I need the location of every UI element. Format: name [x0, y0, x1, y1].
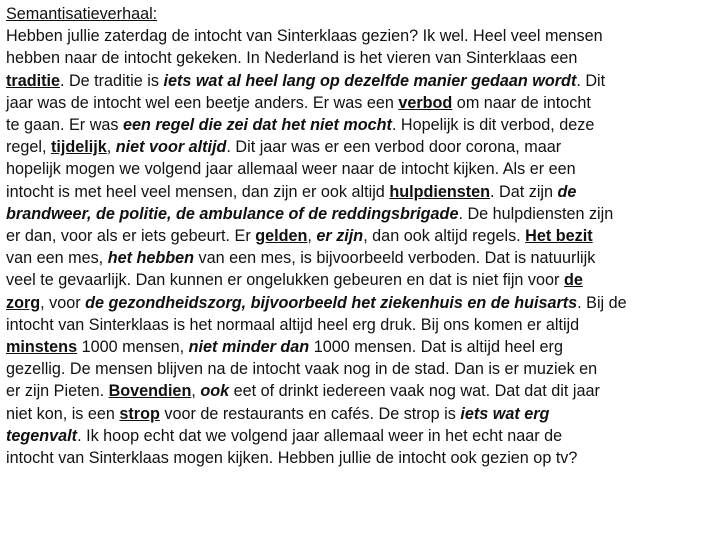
- text-line: [6, 92, 716, 114]
- key-term: hulpdiensten: [389, 182, 491, 201]
- text-line: [6, 158, 716, 180]
- text-segment: er zijn Pieten.: [6, 382, 109, 401]
- document-body: [6, 3, 716, 469]
- term-definition: iets wat erg: [460, 404, 550, 423]
- term-definition: er zijn: [316, 227, 364, 246]
- text-segment: regel,: [6, 138, 51, 157]
- story-text: [6, 25, 716, 469]
- text-line: [6, 380, 716, 402]
- term-definition: niet minder dan: [188, 338, 310, 357]
- text-segment: ,: [106, 138, 116, 157]
- text-segment: veel te gevaarlijk. Dan kunnen er ongelukken gebeuren en dat is niet fijn voor: [6, 271, 564, 290]
- key-term: gelden: [255, 227, 308, 246]
- key-term: de: [563, 271, 583, 290]
- key-term: traditie: [6, 71, 60, 90]
- text-line: [6, 47, 716, 69]
- text-segment: Hebben jullie zaterdag de intocht van Sinterklaas gezien? Ik wel. Heel veel mensen: [6, 27, 603, 46]
- text-line: [6, 203, 716, 225]
- text-line: [6, 181, 716, 203]
- text-segment: om naar de intocht: [452, 93, 591, 112]
- key-term: verbod: [398, 93, 453, 112]
- text-line: [6, 25, 716, 47]
- text-segment: . Hopelijk is dit verbod, deze: [391, 116, 595, 135]
- text-segment: ,: [191, 382, 201, 401]
- text-segment: , dan ook altijd regels.: [363, 227, 526, 246]
- text-segment: . Bij de: [577, 293, 627, 312]
- text-line: [6, 425, 716, 447]
- text-line: [6, 358, 716, 380]
- term-definition: ook: [200, 382, 230, 401]
- text-segment: hopelijk mogen we volgend jaar allemaal weer naar de intocht kijken. Als er een: [6, 160, 576, 179]
- term-definition: brandweer, de politie, de ambulance of de reddingsbrigade: [6, 204, 459, 223]
- text-segment: , voor: [40, 293, 86, 312]
- text-segment: . Dit: [576, 71, 606, 90]
- term-definition: een regel die zei dat het niet mocht: [122, 116, 392, 135]
- text-segment: van een mes,: [6, 249, 108, 268]
- text-segment: . De traditie is: [59, 71, 164, 90]
- text-segment: eet of drinkt iedereen vaak nog wat. Dat dat dit jaar: [229, 382, 600, 401]
- text-segment: intocht is met heel veel mensen, dan zijn er ook altijd: [6, 182, 390, 201]
- text-segment: van een mes, is bijvoorbeeld verboden. Dat is natuurlijk: [194, 249, 596, 268]
- text-segment: . Dit jaar was er een verbod door corona, maar: [226, 138, 562, 157]
- text-segment: jaar was de intocht wel een beetje anders. Er was een: [6, 93, 399, 112]
- text-line: [6, 336, 716, 358]
- term-definition: de: [557, 182, 577, 201]
- text-line: [6, 403, 716, 425]
- text-segment: voor de restaurants en cafés. De strop is: [159, 404, 461, 423]
- key-term: tijdelijk: [51, 138, 107, 157]
- text-segment: er dan, voor als er iets gebeurt. Er: [6, 227, 256, 246]
- key-term: zorg: [6, 293, 41, 312]
- term-definition: niet voor altijd: [115, 138, 227, 157]
- text-segment: te gaan. Er was: [6, 116, 123, 135]
- text-segment: niet kon, is een: [6, 404, 120, 423]
- text-line: [6, 70, 716, 92]
- key-term: minstens: [6, 338, 78, 357]
- key-term: Het bezit: [525, 227, 593, 246]
- text-line: [6, 247, 716, 269]
- text-line: [6, 136, 716, 158]
- key-term: strop: [119, 404, 160, 423]
- term-definition: het hebben: [107, 249, 195, 268]
- text-segment: 1000 mensen. Dat is altijd heel erg: [309, 338, 563, 357]
- text-line: [6, 114, 716, 136]
- text-segment: 1000 mensen,: [77, 338, 189, 357]
- key-term: Bovendien: [108, 382, 192, 401]
- text-line: [6, 447, 716, 469]
- text-line: [6, 225, 716, 247]
- text-line: [6, 292, 716, 314]
- text-segment: gezellig. De mensen blijven na de intocht vaak nog in de stad. Dan is er muziek en: [6, 360, 598, 379]
- term-definition: de gezondheidszorg, bijvoorbeeld het ziekenhuis en de huisarts: [85, 293, 578, 312]
- text-line: [6, 314, 716, 336]
- document-title: Semantisatieverhaal:: [6, 5, 158, 23]
- text-segment: . De hulpdiensten zijn: [458, 204, 614, 223]
- text-segment: hebben naar de intocht gekeken. In Nederland is het vieren van Sinterklaas een: [6, 49, 578, 68]
- text-line: [6, 269, 716, 291]
- term-definition: iets wat al heel lang op dezelfde manier gedaan wordt: [163, 71, 577, 90]
- text-segment: . Ik hoop echt dat we volgend jaar allemaal weer in het echt naar de: [77, 426, 563, 445]
- text-segment: . Dat zijn: [490, 182, 558, 201]
- text-segment: intocht van Sinterklaas mogen kijken. Hebben jullie de intocht ook gezien op tv?: [6, 449, 578, 468]
- text-segment: intocht van Sinterklaas is het normaal altijd heel erg druk. Bij ons komen er altijd: [6, 315, 580, 334]
- text-segment: ,: [307, 227, 317, 246]
- term-definition: tegenvalt: [6, 426, 78, 445]
